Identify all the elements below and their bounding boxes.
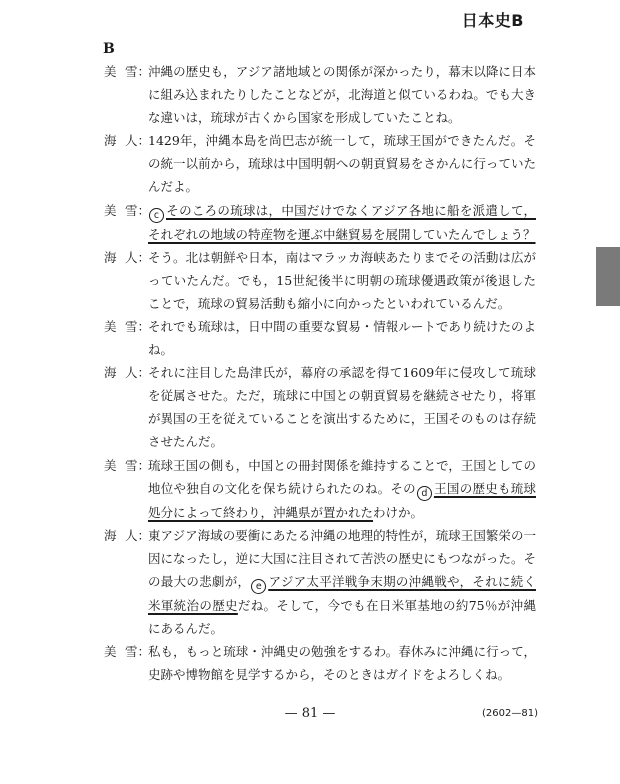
subject-title: 日本史B xyxy=(461,11,524,30)
underlined-passage-e: アジア太平洋戦争末期の沖縄戦や，それに続く米軍統治の歴史 xyxy=(148,573,536,613)
utterance: 琉球王国の側も，中国との冊封関係を維持することで，王国としての地位や独自の文化を保ち続けられたのね。その d 王国の歴史も琉球処分によって終わり，沖縄県が置かれたわけか。 xyxy=(148,457,536,520)
speaker-name: 美 雪： xyxy=(104,202,151,218)
speaker-name: 海 人： xyxy=(104,527,151,543)
dialogue-turn xyxy=(104,129,536,198)
speaker-name: 美 雪： xyxy=(104,64,151,79)
dialogue-turn xyxy=(104,60,536,129)
utterance: そう。北は朝鮮や日本，南はマラッカ海峡あたりまでその活動は広がっていたんだ。でも，15世紀後半に明朝の琉球優遇政策が後退したことで，琉球の貿易活動も縮小に向かったといわれているんだ。 xyxy=(148,249,536,311)
section-label: B xyxy=(103,41,115,57)
utterance: 私も，もっと琉球・沖縄史の勉強をするわ。春休みに沖縄に行って，史跡や博物館を見学するから，そのときはガイドをよろしくね。 xyxy=(148,644,536,683)
index-tab xyxy=(596,247,620,306)
dialogue-turn xyxy=(104,199,536,246)
utterance: それに注目した島津氏が，幕府の承認を得て1609年に侵攻して琉球を従属させた。ただ，琉球に中国との朝貢貿易を継続させたり，将軍が異国の王を従えていることを演出するために，王国そのものは存続させたんだ。 xyxy=(148,365,536,450)
speaker-name: 海 人： xyxy=(104,365,151,381)
speaker-name: 美 雪： xyxy=(104,457,151,473)
speaker-name: 美 雪： xyxy=(104,644,151,660)
utterance: それでも琉球は，日中間の重要な貿易・情報ルートであり続けたのよね。 xyxy=(148,318,536,358)
page-number: — 81 — xyxy=(284,706,336,721)
underlined-passage-c: そのころの琉球は，中国だけでなくアジア各地に船を派遣して，それぞれの地域の特産物を運ぶ中継貿易を展開していたんでしょう？ xyxy=(148,202,536,242)
utterance xyxy=(148,199,536,246)
dialogue xyxy=(104,60,536,686)
utterance: 東アジア海域の要衝にあたる沖縄の地理的特性が，琉球王国繁栄の一因になったし，逆に大国に注目されて苦渋の歴史にもつながった。その最大の悲劇が， e アジア太平洋戦争末期の沖縄戦や，それに続く米軍統治の歴史だね。そして，今でも在日米軍基地の約75％が沖縄にあるんだ。 xyxy=(148,527,536,636)
underline-marker-e: e xyxy=(251,579,266,594)
exam-code: (2602—81) xyxy=(482,708,538,719)
speaker-name: 海 人： xyxy=(104,249,151,265)
dialogue-turn xyxy=(104,524,536,640)
dialogue-turn xyxy=(104,315,536,361)
underlined-passage-d: 王国の歴史も琉球処分によって終わり，沖縄県が置かれた xyxy=(148,480,536,520)
dialogue-turn xyxy=(104,454,536,524)
utterance: 1429年，沖縄本島を尚巴志が統一して，琉球王国ができたんだ。その統一以前から，琉球は中国明朝への朝貢貿易をさかんに行っていたんだよ。 xyxy=(148,133,536,195)
speaker-name: 美 雪： xyxy=(104,318,151,334)
underline-marker-c: c xyxy=(149,208,164,223)
dialogue-turn xyxy=(104,361,536,453)
speaker-name: 海 人： xyxy=(104,133,151,149)
dialogue-turn xyxy=(104,640,536,686)
dialogue-turn xyxy=(104,246,536,315)
underline-marker-d: d xyxy=(417,486,432,501)
utterance: 沖縄の歴史も，アジア諸地域との関係が深かったり，幕末以降に日本に組み込まれたりしたことなどが，北海道と似ているわね。でも大きな違いは，琉球が古くから国家を形成していたことね。 xyxy=(148,64,536,126)
